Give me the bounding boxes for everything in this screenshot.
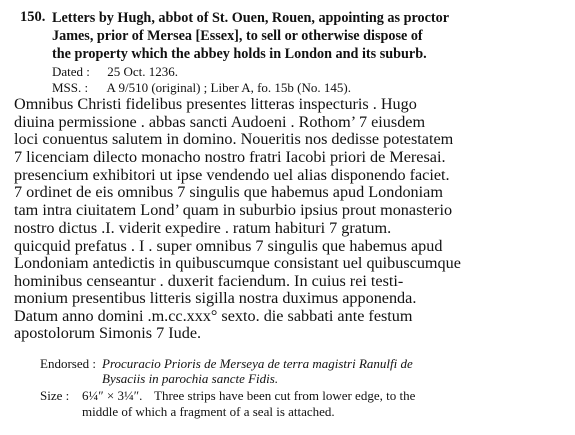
mss-label: MSS. : xyxy=(52,80,89,95)
mss-line xyxy=(52,80,351,96)
charter-line: hominibus censeantur . duxerit faciendum. In cuius rei testi- xyxy=(14,272,404,290)
charter-line: Londoniam antedictis in quibuscumque consistant uel quibuscumque xyxy=(14,254,461,272)
size-value: 6¼″ × 3¼″. xyxy=(82,388,143,403)
endorsed-line xyxy=(40,356,413,372)
endorsed-label: Endorsed : xyxy=(40,356,96,371)
dated-line xyxy=(52,64,178,80)
charter-line: diuina permissione . abbas sancti Audoeni . Rothom’ 7 eiusdem xyxy=(14,113,426,131)
dated-label: Dated : xyxy=(52,64,90,79)
charter-line: Datum anno domini .m.cc.xxx° sexto. die sabbati ante festum xyxy=(14,307,413,325)
charter-line: nostro dictus .I. viderit expedire . ratum habituri 7 gratum. xyxy=(14,219,392,237)
charter-line: 7 licenciam dilecto monacho nostro fratri Iacobi priori de Meresai. xyxy=(14,148,446,166)
endorsed-text: Procuracio Prioris de Merseya de terra magistri Ranulfi de xyxy=(102,356,413,371)
entry-title-line: Letters by Hugh, abbot of St. Ouen, Rouen, appointing as proctor xyxy=(52,10,450,26)
dated-value: 25 Oct. 1236. xyxy=(107,64,179,79)
charter-line: loci conuentus salutem in domino. Noueritis nos dedisse potestatem xyxy=(14,130,454,148)
charter-line: quicquid prefatus . I . super omnibus 7 singulis que habemus apud xyxy=(14,237,443,255)
entry-title-line: the property which the abbey holds in London and its suburb. xyxy=(52,46,427,62)
entry-number: 150. xyxy=(20,9,46,25)
charter-line: 7 ordinet de eis omnibus 7 singulis que habemus apud Londoniam xyxy=(14,183,443,201)
endorsed-text-continued: Bysaciis in parochia sancte Fidis. xyxy=(102,371,279,386)
mss-value: A 9/510 (original) ; Liber A, fo. 15b (No. 145). xyxy=(106,80,351,95)
charter-line: apostolorum Simonis 7 Iude. xyxy=(14,324,202,342)
charter-line: tam intra ciuitatem Lond’ quam in suburbio ipsius prout monasterio xyxy=(14,201,453,219)
size-description-continued: middle of which a fragment of a seal is attached. xyxy=(82,404,335,419)
charter-line: monium presentibus litteris sigilla nostra duximus apponenda. xyxy=(14,289,417,307)
size-label: Size : xyxy=(40,388,70,403)
entry-title-line: James, prior of Mersea [Essex], to sell or otherwise dispose of xyxy=(52,28,423,44)
size-line xyxy=(40,388,415,404)
charter-line: presencium exhibitori ut ipse vendendo uel alias disponendo faciet. xyxy=(14,166,450,184)
charter-line: Omnibus Christi fidelibus presentes litteras inspecturis . Hugo xyxy=(14,95,417,113)
size-description: Three strips have been cut from lower edge, to the xyxy=(154,388,416,403)
